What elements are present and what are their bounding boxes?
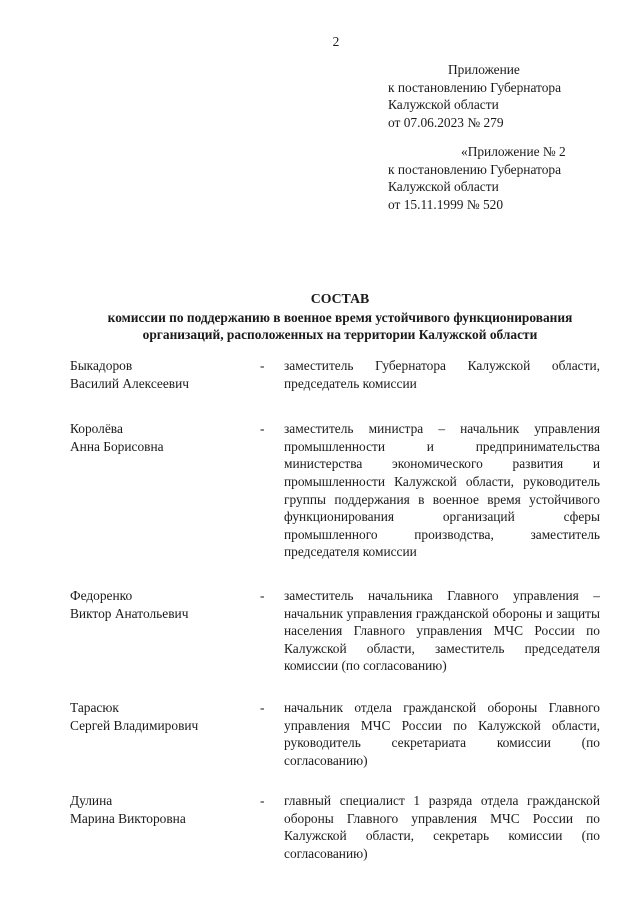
- member-name: [70, 420, 260, 561]
- appendix-original-line: от 15.11.1999 № 520: [388, 196, 504, 212]
- member-dash: -: [260, 421, 265, 437]
- appendix-current: [388, 61, 628, 131]
- member-name: [70, 587, 260, 675]
- member-name: [70, 792, 260, 862]
- appendix-current-line: от 07.06.2023 № 279: [388, 114, 504, 130]
- member-given-name: Марина Викторовна: [70, 810, 186, 826]
- member-given-name: Сергей Владимирович: [70, 717, 199, 733]
- appendix-current-line: Калужской области: [388, 97, 499, 113]
- member-row: [70, 587, 600, 675]
- member-role: начальник отдела гражданской обороны Главного управления МЧС России по Калужской области, руководитель секретариата комиссии (по согласованию): [284, 699, 600, 768]
- member-row: [70, 699, 600, 769]
- member-surname: Дулина: [70, 793, 113, 809]
- member-dash: -: [260, 699, 265, 715]
- appendix-original-line: к постановлению Губернатора: [388, 161, 562, 177]
- title-line: организаций, расположенных на территории Калужской области: [142, 327, 538, 343]
- members-list: [70, 357, 600, 863]
- appendix-original-line: «Приложение № 2: [461, 144, 566, 159]
- member-given-name: Анна Борисовна: [70, 438, 164, 454]
- member-role: заместитель Губернатора Калужской области, председатель комиссии: [284, 358, 600, 391]
- member-name: [70, 357, 260, 392]
- title-heading: СОСТАВ: [310, 291, 370, 306]
- member-role: заместитель министра – начальник управления промышленности и предпринимательства министерства экономического развития и промышленности Калужской области, руководитель группы поддержания в военное время устойчивого функционирования организаций сферы промышленного производства, заместитель председателя комиссии: [284, 421, 600, 560]
- document-title: [60, 290, 620, 344]
- appendix-current-line: к постановлению Губернатора: [388, 79, 562, 95]
- member-given-name: Василий Алексеевич: [70, 375, 190, 391]
- page-number: 2: [332, 34, 340, 49]
- member-dash: -: [260, 358, 265, 373]
- appendix-original: [388, 143, 628, 213]
- appendix-original-line: Калужской области: [388, 179, 499, 195]
- member-role: главный специалист 1 разряда отдела гражданской обороны Главного управления МЧС России по Калужской области, секретарь комиссии (по согласованию): [284, 793, 600, 862]
- member-dash: -: [260, 793, 265, 809]
- member-given-name: Виктор Анатольевич: [70, 605, 189, 621]
- member-row: [70, 357, 600, 392]
- title-line: комиссии по поддержанию в военное время устойчивого функционирования: [107, 309, 573, 325]
- member-surname: Федоренко: [70, 587, 133, 603]
- member-name: [70, 699, 260, 769]
- member-surname: Тарасюк: [70, 699, 119, 715]
- member-surname: Королёва: [70, 421, 123, 437]
- member-row: [70, 420, 600, 561]
- member-surname: Быкадоров: [70, 358, 133, 373]
- member-row: [70, 792, 600, 862]
- member-dash: -: [260, 587, 265, 603]
- appendix-current-line: Приложение: [448, 62, 520, 77]
- member-role: заместитель начальника Главного управления – начальник управления гражданской обороны и защиты населения Главного управления МЧС России по Калужской области, заместитель председателя комиссии (по согласованию): [284, 587, 600, 674]
